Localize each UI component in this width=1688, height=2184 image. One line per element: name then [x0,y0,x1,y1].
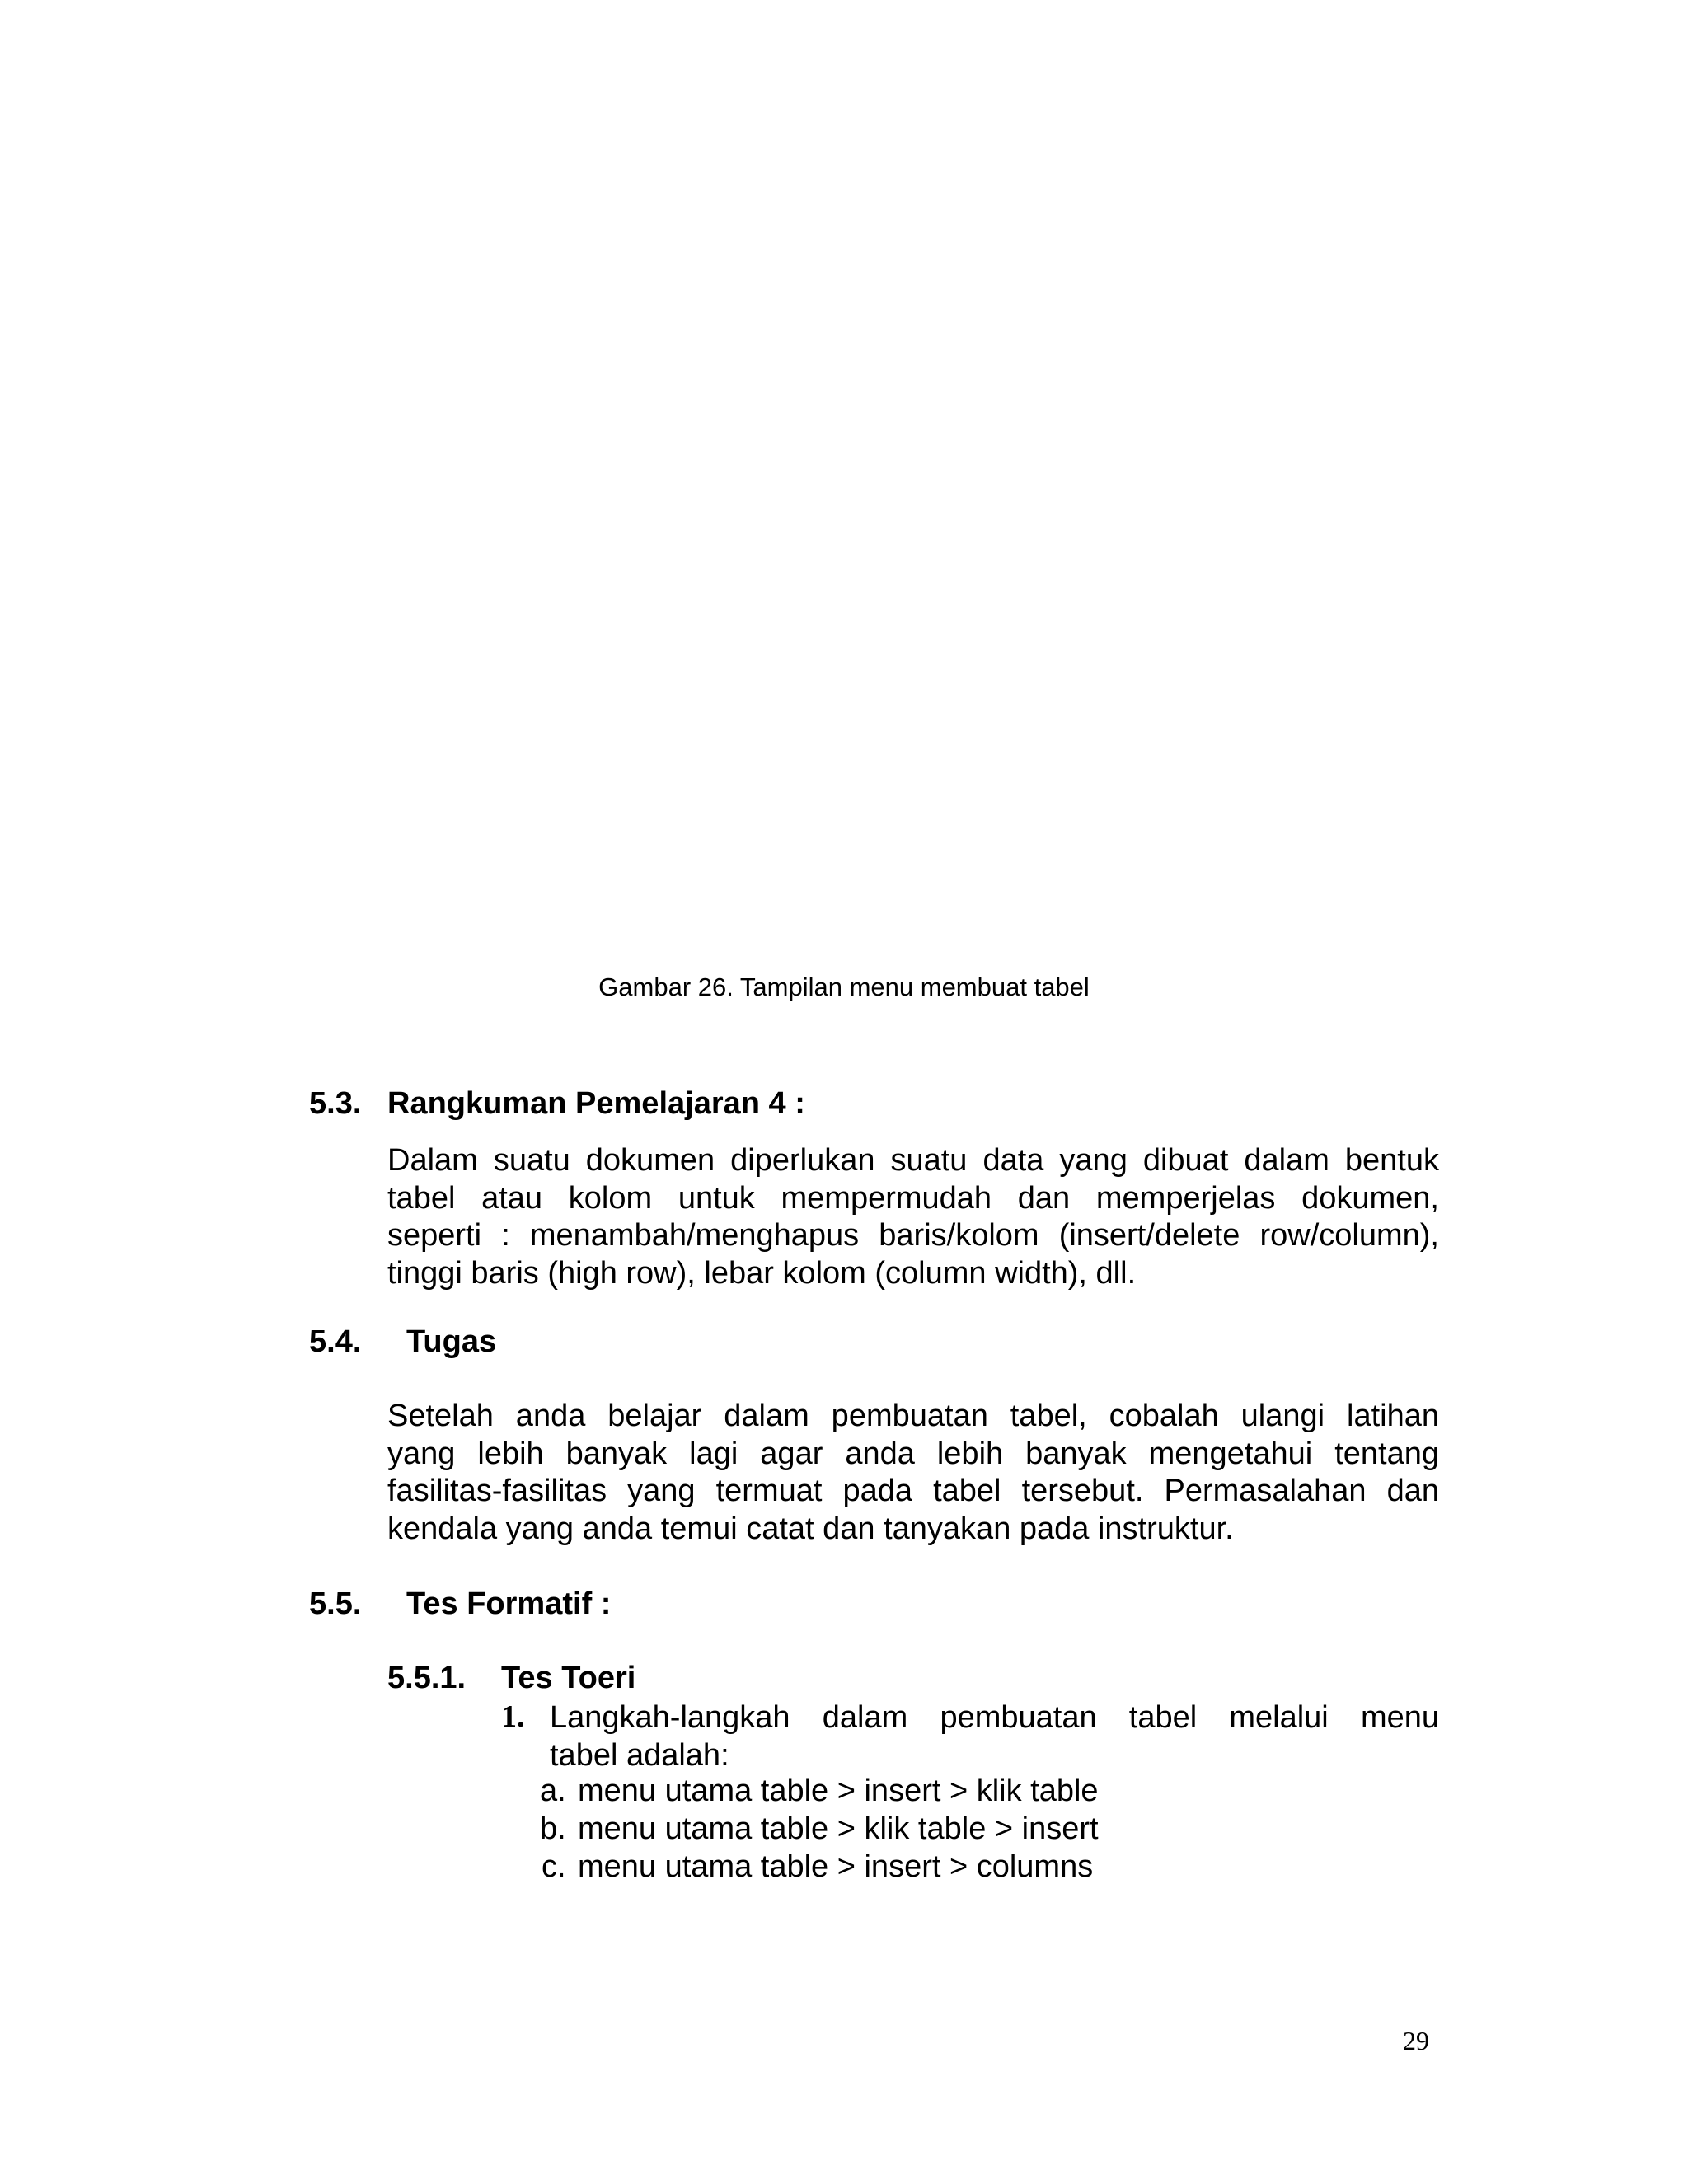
option-text-a: menu utama table > insert > klik table [578,1774,1099,1808]
section-title-tes-formatif: Tes Formatif : [406,1586,612,1621]
subsection-number: 5.5.1. [387,1661,467,1695]
question-number: 1. [501,1699,525,1734]
paragraph-line: tinggi baris (high row), lebar kolom (column width), dll. [387,1255,1137,1291]
paragraph-line: seperti : menambah/menghapus baris/kolom (insert/delete row/column), [387,1218,1439,1253]
option-text-c: menu utama table > insert > columns [578,1849,1094,1884]
section-title-tugas: Tugas [406,1324,497,1359]
section-title-rangkuman: Rangkuman Pemelajaran 4 : [387,1086,805,1121]
paragraph-line: Dalam suatu dokumen diperlukan suatu data yang dibuat dalam bentuk [387,1143,1439,1178]
section-number-5-5: 5.5. [309,1586,362,1621]
paragraph-line: tabel atau kolom untuk mempermudah dan memperjelas dokumen, [387,1180,1439,1216]
question-line: Langkah-langkah dalam pembuatan tabel melalui menu [550,1700,1439,1735]
tugas-paragraph [387,1398,1439,1548]
section-number-5-3: 5.3. [309,1086,362,1121]
section-number-5-4: 5.4. [309,1324,362,1359]
option-letter-b: b. [540,1811,566,1846]
option-letter-c: c. [542,1849,566,1884]
option-letter-a: a. [540,1774,566,1808]
question-line: tabel adalah: [550,1738,729,1773]
paragraph-line: kendala yang anda temui catat dan tanyakan pada instruktur. [387,1511,1234,1546]
paragraph-line: fasilitas-fasilitas yang termuat pada tabel tersebut. Permasalahan dan [387,1474,1439,1508]
paragraph-line: Setelah anda belajar dalam pembuatan tabel, cobalah ulangi latihan [387,1399,1439,1433]
option-text-b: menu utama table > klik table > insert [578,1811,1099,1846]
rangkuman-paragraph [387,1142,1439,1292]
subsection-title: Tes Toeri [501,1661,636,1695]
question-text [550,1699,1439,1774]
page-number: 29 [1403,2026,1429,2055]
figure-caption: Gambar 26. Tampilan menu membuat tabel [598,972,1090,1001]
paragraph-line: yang lebih banyak lagi agar anda lebih banyak mengetahui tentang [387,1436,1439,1471]
